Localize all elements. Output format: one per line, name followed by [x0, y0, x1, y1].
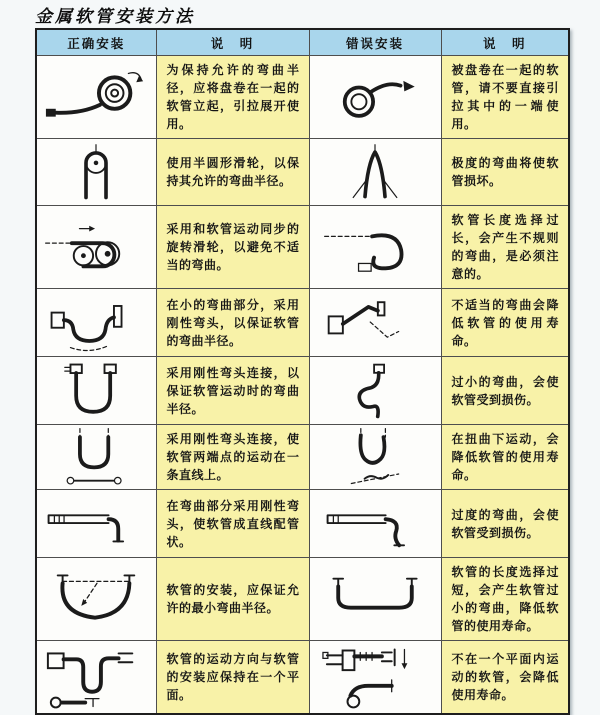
- inline-endpoint-motion-u-icon: [44, 427, 148, 487]
- correct-illustration-cell: [36, 641, 156, 714]
- correct-description: 在弯曲部分采用刚性弯头，使软管成直线配管状。: [156, 490, 309, 558]
- wrong-description: 极度的弯曲将使软管损坏。: [441, 139, 569, 206]
- wrong-description: 过小的弯曲，会使软管受到损伤。: [441, 357, 569, 425]
- wrong-description: 不适当的弯曲会降低软管的使用寿命。: [441, 289, 569, 357]
- correct-illustration-cell: [36, 56, 156, 139]
- correct-illustration-cell: [36, 425, 156, 490]
- wrong-illustration-cell: [309, 357, 441, 425]
- table-row: [36, 558, 569, 641]
- wrong-illustration-cell: [309, 206, 441, 289]
- excessive-bend-elbow-icon: [321, 494, 429, 554]
- improper-bend-icon: [323, 293, 427, 353]
- wrong-illustration-cell: [309, 425, 441, 490]
- table-row: [36, 206, 569, 289]
- coiled-hose-pulled-end-icon: [323, 67, 427, 127]
- table-row: [36, 490, 569, 558]
- wrong-description: 软管的长度选择过短，会产生软管过小的弯曲，降低软管的使用寿命。: [441, 558, 569, 641]
- wrong-description: 被盘卷在一起的软管，请不要直接引拉其中的一端使用。: [441, 56, 569, 139]
- out-of-plane-motion-icon: [321, 644, 429, 710]
- correct-description: 采用刚性弯头连接，以保证软管运动时的弯曲半径。: [156, 357, 309, 425]
- minimum-bend-radius-u-icon: [42, 568, 150, 630]
- semicircular-pulley-hose-icon: [46, 142, 146, 202]
- header-correct-install: 正确安装: [36, 29, 156, 56]
- correct-illustration-cell: [36, 490, 156, 558]
- too-small-bend-icon: [325, 360, 425, 422]
- header-description-1: 说 明: [156, 29, 309, 56]
- header-description-2: 说 明: [441, 29, 569, 56]
- table-row: [36, 139, 569, 206]
- wrong-description: 在扭曲下运动，会降低软管的使用寿命。: [441, 425, 569, 490]
- correct-description: 在小的弯曲部分，采用刚性弯头，以保证软管的弯曲半径。: [156, 289, 309, 357]
- wrong-illustration-cell: [309, 490, 441, 558]
- rigid-elbow-connection-u-icon: [44, 360, 148, 422]
- rigid-elbow-small-bend-icon: [44, 292, 148, 354]
- correct-description: 使用半圆形滑轮，以保持其允许的弯曲半径。: [156, 139, 309, 206]
- page-title: 金属软管安装方法: [35, 7, 195, 27]
- installation-guide-table: [35, 28, 570, 715]
- correct-description: 软管的安装，应保证允许的最小弯曲半径。: [156, 558, 309, 641]
- too-short-hose-icon: [321, 569, 429, 629]
- correct-illustration-cell: [36, 206, 156, 289]
- table-row: [36, 425, 569, 490]
- header-row: [36, 29, 569, 56]
- wrong-illustration-cell: [309, 139, 441, 206]
- wrong-illustration-cell: [309, 56, 441, 139]
- correct-illustration-cell: [36, 357, 156, 425]
- coiled-hose-upright-icon: [42, 66, 150, 128]
- correct-description: 采用和软管运动同步的旋转滑轮，以避免不适当的弯曲。: [156, 206, 309, 289]
- table-row: [36, 56, 569, 139]
- straight-piping-rigid-elbow-icon: [42, 494, 150, 554]
- wrong-illustration-cell: [309, 289, 441, 357]
- twisted-motion-u-icon: [323, 427, 427, 487]
- correct-illustration-cell: [36, 289, 156, 357]
- correct-description: 为保持允许的弯曲半径，应将盘卷在一起的软管立起，引拉展开使用。: [156, 56, 309, 139]
- wrong-description: 软管长度选择过长，会产生不规则的弯曲，是必须注意的。: [441, 206, 569, 289]
- overlong-hose-irregular-bend-icon: [321, 217, 429, 277]
- single-plane-motion-icon: [42, 644, 150, 710]
- table-row: [36, 357, 569, 425]
- table-row: [36, 641, 569, 714]
- correct-illustration-cell: [36, 139, 156, 206]
- wrong-description: 过度的弯曲，会使软管受到损伤。: [441, 490, 569, 558]
- wrong-illustration-cell: [309, 641, 441, 714]
- extreme-bend-hose-icon: [325, 142, 425, 202]
- synchronized-rotating-pulleys-icon: [42, 217, 150, 277]
- correct-description: 采用刚性弯头连接，使软管两端点的运动在一条直线上。: [156, 425, 309, 490]
- table-row: [36, 289, 569, 357]
- header-wrong-install: 错误安装: [309, 29, 441, 56]
- wrong-description: 不在一个平面内运动的软管，会降低使用寿命。: [441, 641, 569, 714]
- wrong-illustration-cell: [309, 558, 441, 641]
- correct-illustration-cell: [36, 558, 156, 641]
- correct-description: 软管的运动方向与软管的安装应保持在一个平面。: [156, 641, 309, 714]
